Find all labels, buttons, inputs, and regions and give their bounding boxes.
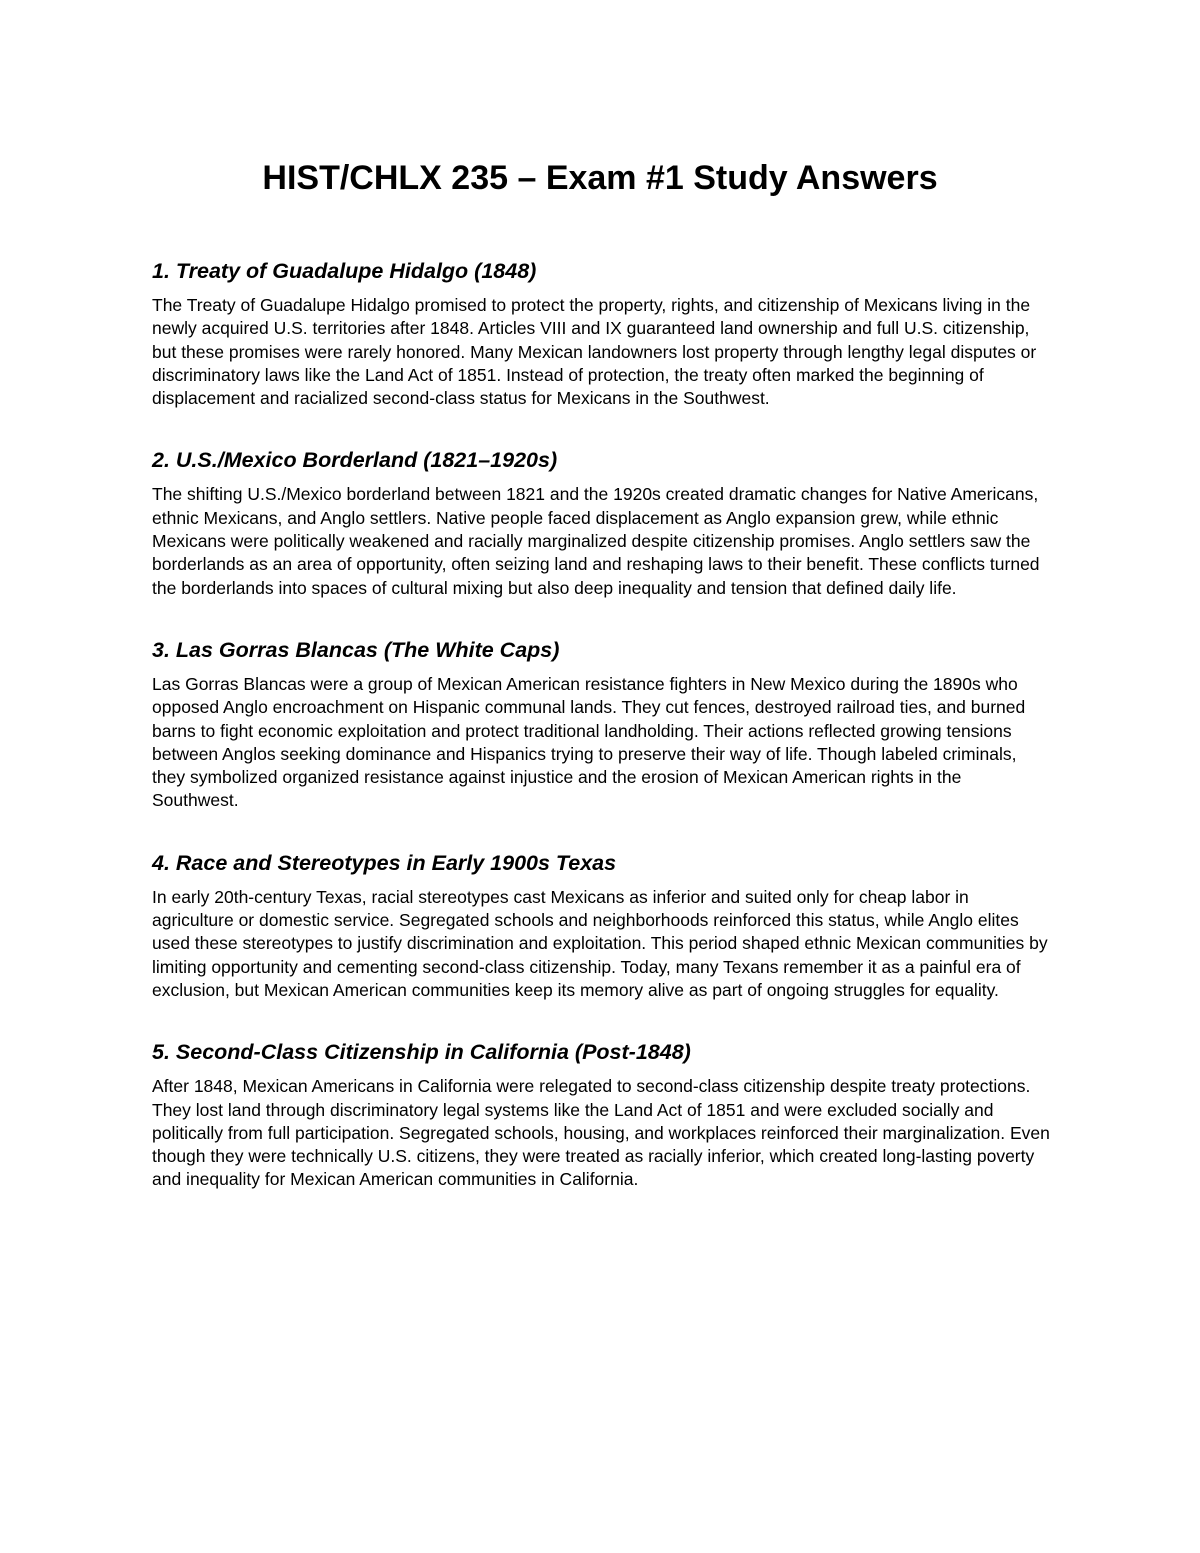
study-answers-list xyxy=(152,256,1052,1227)
section-body: After 1848, Mexican Americans in California were relegated to second-class citizenship despite treaty protections. They lost land through discriminatory legal systems like the Land Act of 1851 and were excluded socially and politically from full participation. Segregated schools, housing, and workplaces reinforced their marginalization. Even though they were technically U.S. citizens, they were treated as racially inferior, which created long-lasting poverty and inequality for Mexican American communities in California. xyxy=(152,1076,1050,1190)
section-us-mexico-borderland xyxy=(152,445,1052,599)
section-heading: 2. U.S./Mexico Borderland (1821–1920s) xyxy=(152,448,558,473)
section-body: The shifting U.S./Mexico borderland between 1821 and the 1920s created dramatic changes for Native Americans, ethnic Mexicans, and Anglo settlers. Native people faced displacement as Anglo expansion grew, while ethnic Mexicans were politically weakened and racially marginalized despite citizenship promises. Anglo settlers saw the borderlands as an area of opportunity, often seizing land and reshaping laws to their benefit. These conflicts turned the borderlands into spaces of cultural mixing but also deep inequality and tension that defined daily life. xyxy=(152,484,1040,598)
section-heading: 1. Treaty of Guadalupe Hidalgo (1848) xyxy=(152,259,537,283)
section-body: The Treaty of Guadalupe Hidalgo promised to protect the property, rights, and citizenship of Mexicans living in the newly acquired U.S. territories after 1848. Articles VIII and IX guaranteed land ownership and full U.S. citizenship, but these promises were rarely honored. Many Mexican landowners lost property through lengthy legal disputes or discriminatory laws like the Land Act of 1851. Instead of protection, the treaty often marked the beginning of displacement and racialized second-class status for Mexicans in the Southwest. xyxy=(152,295,1037,409)
section-treaty-guadalupe-hidalgo xyxy=(152,256,1052,410)
section-heading: 4. Race and Stereotypes in Early 1900s Texas xyxy=(152,850,617,875)
document-title: HIST/CHLX 235 – Exam #1 Study Answers xyxy=(262,159,938,197)
section-las-gorras-blancas xyxy=(152,635,1052,813)
section-body: In early 20th-century Texas, racial stereotypes cast Mexicans as inferior and suited only for cheap labor in agriculture or domestic service. Segregated schools and neighborhoods reinforced this status, while Anglo elites used these stereotypes to justify discrimination and exploitation. This period shaped ethnic Mexican communities by limiting opportunity and cementing second-class citizenship. Today, many Texans remember it as a painful era of exclusion, but Mexican American communities keep its memory alive as part of ongoing struggles for equality. xyxy=(152,886,1048,1000)
section-body: Las Gorras Blancas were a group of Mexican American resistance fighters in New Mexico during the 1890s who opposed Anglo encroachment on Hispanic communal lands. They cut fences, destroyed railroad ties, and burned barns to fight economic exploitation and protect traditional landholding. Their actions reflected growing tensions between Anglos seeking dominance and Hispanics trying to preserve their way of life. Though labeled criminals, they symbolized organized resistance against injustice and the erosion of Mexican American rights in the Southwest. xyxy=(152,673,1026,811)
section-heading: 3. Las Gorras Blancas (The White Caps) xyxy=(152,637,560,662)
section-second-class-citizenship-california xyxy=(152,1037,1052,1191)
section-heading: 5. Second-Class Citizenship in California (Post-1848) xyxy=(152,1040,691,1065)
section-race-stereotypes-texas xyxy=(152,848,1052,1002)
